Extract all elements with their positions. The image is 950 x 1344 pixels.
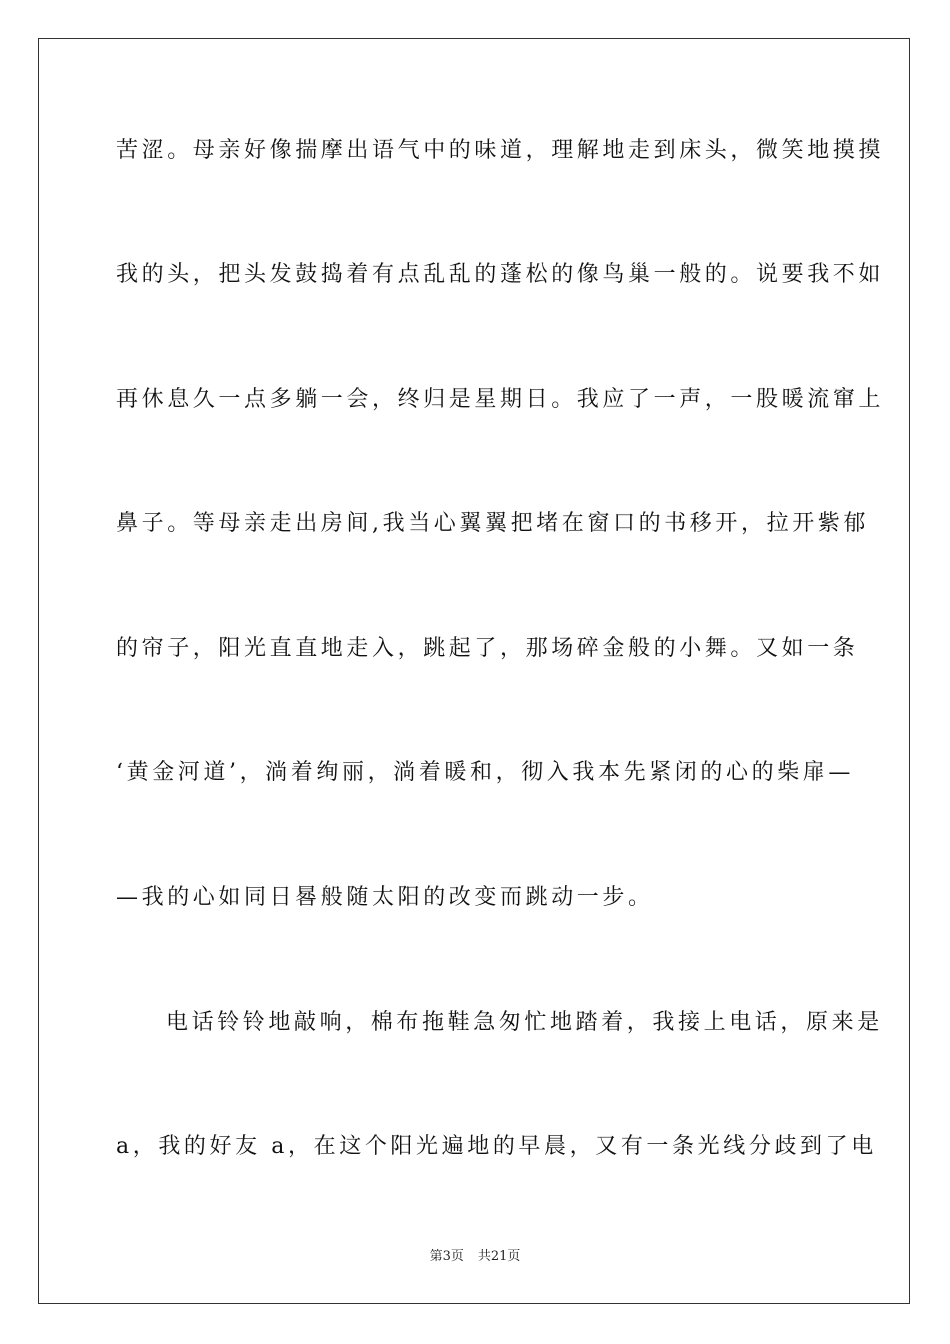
page-total: 共21页 <box>477 1249 521 1264</box>
paragraph-line: 再休息久一点多躺一会，终归是星期日。我应了一声，一股暖流窜上 <box>116 387 885 412</box>
paragraph-line: 苦涩。母亲好像揣摩出语气中的味道，理解地走到床头，微笑地摸摸 <box>116 138 885 163</box>
paragraph-line: ‘黄金河道’，淌着绚丽，淌着暖和，彻入我本先紧闭的心的柴扉— <box>116 760 854 785</box>
paragraph-first-line: 电话铃铃地敲响，棉布拖鞋急匆忙地踏着，我接上电话，原来是 <box>166 1010 883 1035</box>
page-number: 第3页 <box>429 1249 464 1264</box>
paragraph-line: 我的头，把头发鼓捣着有点乱乱的蓬松的像鸟巢一般的。说要我不如 <box>116 262 885 287</box>
paragraph-line: —我的心如同日晷般随太阳的改变而跳动一步。 <box>116 885 654 910</box>
paragraph-line: 鼻子。等母亲走出房间,我当心翼翼把堵在窗口的书移开，拉开紫郁 <box>116 511 869 536</box>
page-border <box>38 38 910 1304</box>
paragraph-line: 的帘子，阳光直直地走入，跳起了，那场碎金般的小舞。又如一条 <box>116 636 859 661</box>
page-footer <box>0 1248 950 1266</box>
paragraph-line: a，我的好友 a，在这个阳光遍地的早晨，又有一条光线分歧到了电 <box>116 1134 877 1159</box>
